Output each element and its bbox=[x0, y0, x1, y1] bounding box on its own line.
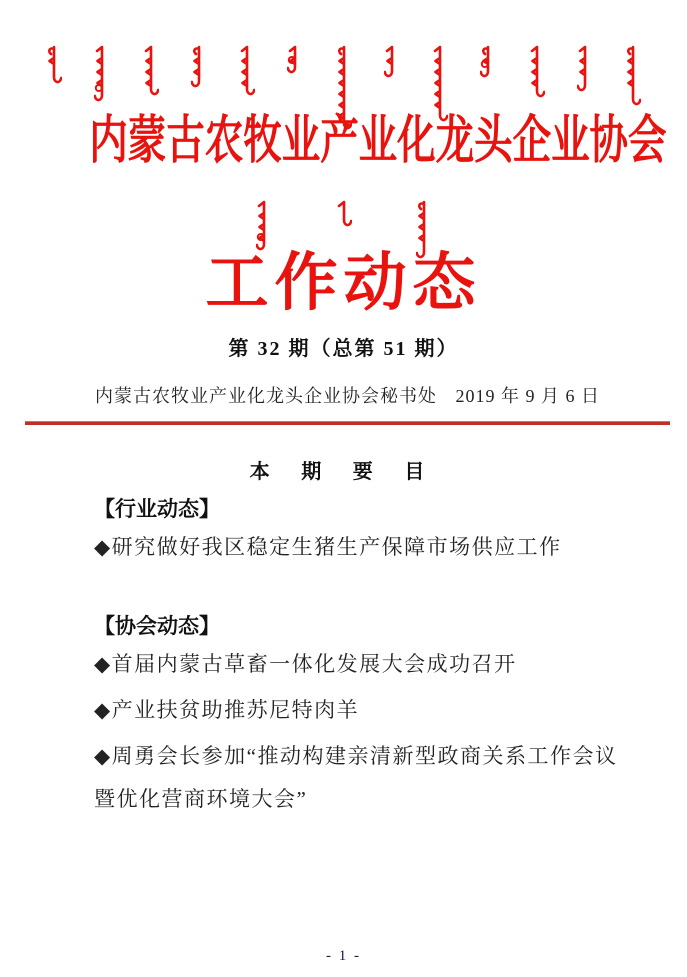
toc-item: ◆首届内蒙古草畜一体化发展大会成功召开 bbox=[94, 651, 517, 676]
mongolian-word-icon bbox=[625, 45, 641, 108]
toc-section-heading-association: 【协会动态】 bbox=[94, 614, 220, 638]
toc-title: 本 期 要 目 bbox=[249, 460, 438, 483]
bulletin-title: 工作动态 bbox=[205, 248, 482, 319]
mongolian-script-subtitle bbox=[0, 200, 687, 252]
mongolian-word-icon bbox=[46, 45, 62, 86]
page-number: - 1 - bbox=[326, 948, 361, 964]
toc-item: ◆产业扶贫助推苏尼特肉羊 bbox=[94, 697, 360, 722]
issue-number: 第 32 期（总第 51 期） bbox=[228, 337, 459, 360]
publisher-row bbox=[95, 382, 600, 408]
mongolian-word-icon bbox=[577, 45, 593, 94]
mongolian-word-icon bbox=[94, 45, 110, 104]
toc bbox=[94, 497, 625, 821]
issue-date: 2019 年 9 月 6 日 bbox=[455, 385, 600, 406]
mongolian-word-icon bbox=[480, 45, 496, 80]
mongolian-word-icon bbox=[143, 45, 159, 98]
mongolian-word-icon bbox=[239, 45, 255, 98]
red-divider bbox=[25, 421, 670, 425]
mongolian-word-icon bbox=[336, 200, 352, 229]
publisher-name: 内蒙古农牧业产业化龙头企业协会秘书处 bbox=[95, 385, 437, 406]
toc-item: ◆周勇会长参加“推动构建亲清新型政商关系工作会议暨优化营商环境大会” bbox=[94, 743, 618, 811]
mongolian-script-banner bbox=[46, 45, 641, 109]
mongolian-word-icon bbox=[256, 200, 272, 253]
association-name: 内蒙古农牧业产业化龙头企业协会 bbox=[89, 113, 667, 170]
toc-item: ◆研究做好我区稳定生猪生产保障市场供应工作 bbox=[94, 534, 562, 559]
mongolian-word-icon bbox=[287, 45, 303, 76]
mongolian-word-icon bbox=[191, 45, 207, 90]
toc-section-heading-industry: 【行业动态】 bbox=[94, 497, 220, 521]
mongolian-word-icon bbox=[384, 45, 400, 80]
mongolian-word-icon bbox=[529, 45, 545, 100]
